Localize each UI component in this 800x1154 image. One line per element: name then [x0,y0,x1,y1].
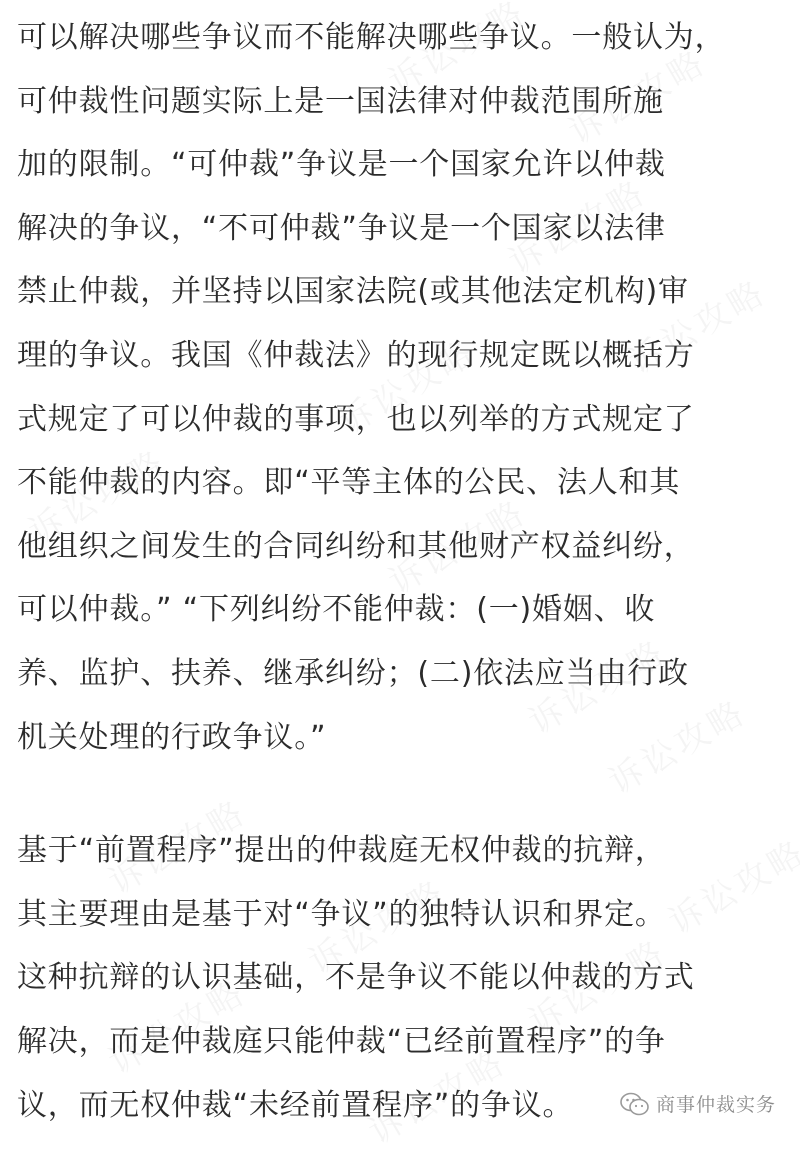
text-line: 解决，而是仲裁庭只能仲裁“已经前置程序”的争 [17,1023,666,1059]
account-name: 商事仲裁实务 [655,1094,776,1116]
text-line: 可以解决哪些争议而不能解决哪些争议。一般认为， [17,20,726,55]
text-line: 议，而无权仲裁“未经前置程序”的争议。 [17,1087,574,1123]
text-line: 机关处理的行政争议。” [17,719,327,755]
article-body [17,6,787,1137]
text-line: 理的争议。我国《仲裁法》的现行规定既以概括方 [17,337,695,373]
text-line: 禁止仲裁，并坚持以国家法院(或其他法定机构)审 [17,274,689,310]
paragraph-gap [17,769,787,819]
paragraph-1 [17,6,787,769]
text-line: 他组织之间发生的合同纠纷和其他财产权益纠纷， [17,528,695,564]
text-line: 养、监护、扶养、继承纠纷；(二)依法应当由行政 [17,655,689,691]
account-badge [620,1090,776,1117]
text-line: 不能仲裁的内容。即“平等主体的公民、法人和其 [17,465,681,501]
text-line: 可以仲裁。” “下列纠纷不能仲裁：(一)婚姻、收 [17,592,656,628]
text-line: 解决的争议，“不可仲裁”争议是一个国家以法律 [17,210,666,246]
wechat-icon [620,1092,650,1116]
text-line: 其主要理由是基于对“争议”的独特认识和界定。 [17,896,666,932]
text-line: 可仲裁性问题实际上是一国法律对仲裁范围所施 [17,83,664,119]
text-line: 加的限制。“可仲裁”争议是一个国家允许以仲裁 [17,147,666,183]
text-line: 式规定了可以仲裁的事项，也以列举的方式规定了 [17,401,695,437]
text-line: 基于“前置程序”提出的仲裁庭无权仲裁的抗辩， [17,833,666,869]
text-line: 这种抗辩的认识基础，不是争议不能以仲裁的方式 [17,960,695,996]
